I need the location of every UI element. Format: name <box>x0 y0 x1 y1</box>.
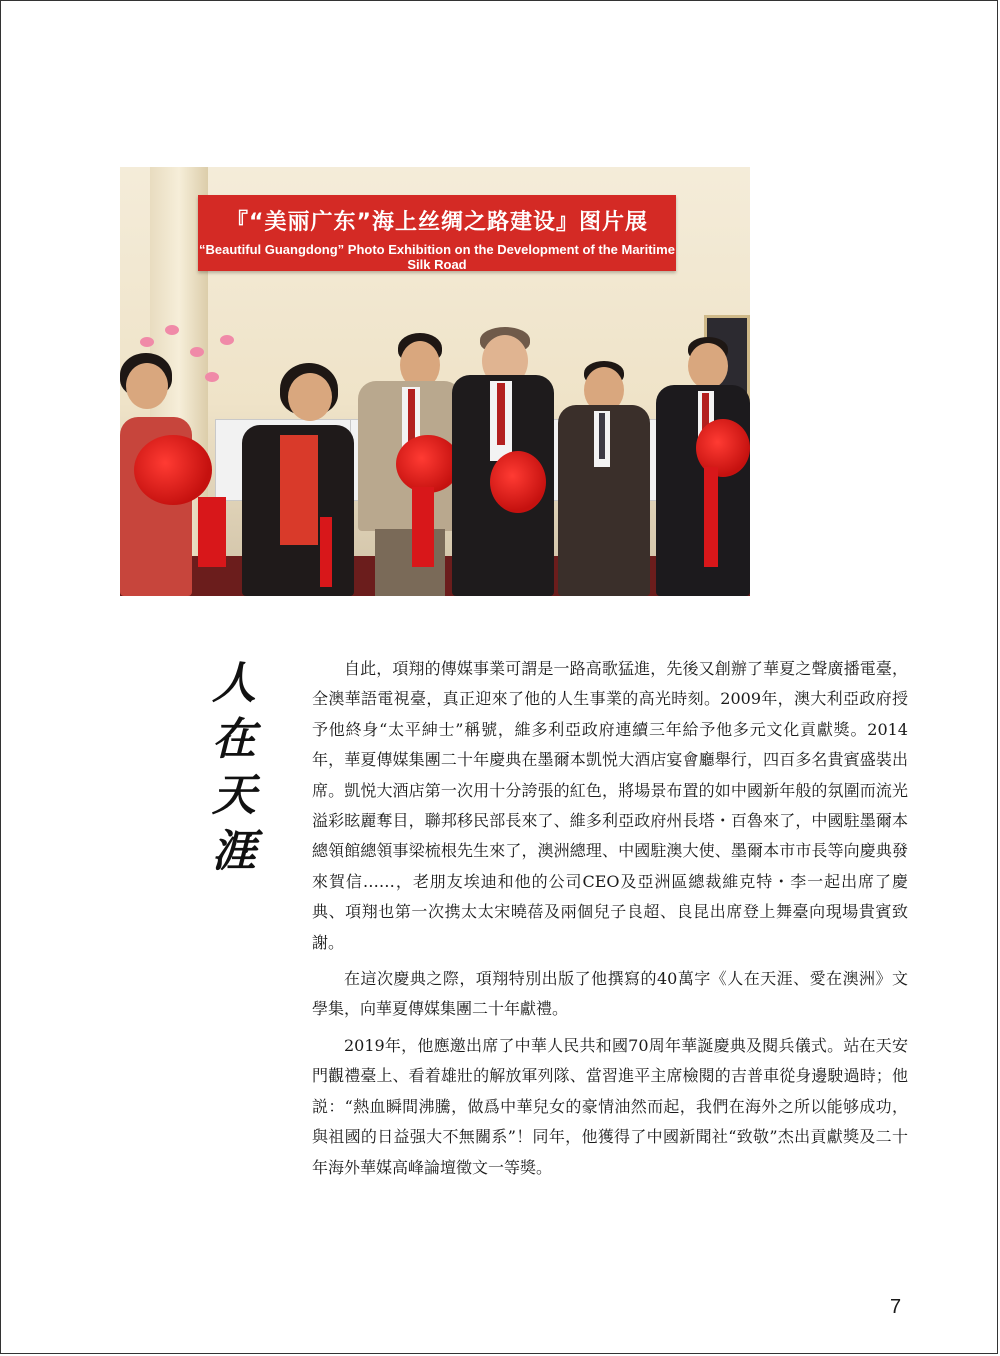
ribbon-tail <box>198 497 226 567</box>
title-char: 天 <box>212 770 256 821</box>
banner-english-text: “Beautiful Guangdong” Photo Exhibition on the Development of the Maritime Silk Road <box>199 242 675 272</box>
paragraph: 在這次慶典之際，項翔特別出版了他撰寫的40萬字《人在天涯、愛在澳洲》文學集，向華夏傳媒集團二十年獻禮。 <box>312 969 908 1019</box>
title-char: 涯 <box>212 826 256 877</box>
ribbon-flower <box>134 435 212 505</box>
ribbon-flower <box>490 451 546 513</box>
page-number: 7 <box>890 1296 902 1318</box>
ribbon-tail <box>412 487 434 567</box>
article-body <box>312 654 908 1189</box>
ribbon-flower <box>396 435 460 493</box>
exhibition-banner <box>198 195 676 271</box>
title-char: 在 <box>212 714 256 765</box>
paragraph: 自此，項翔的傳媒事業可謂是一路高歌猛進，先後又創辦了華夏之聲廣播電臺，全澳華語電視臺，真正迎來了他的人生事業的高光時刻。2009年，澳大利亞政府授予他終身“太平紳士”稱號，維多利亞政府連續三年給予他多元文化貢獻獎。2014年，華夏傳媒集團二十年慶典在墨爾本凱悦大酒店宴會廳舉行，四百多名貴賓盛裝出席。凱悦大酒店第一次用十分誇張的紅色，將場景布置的如中國新年般的氛圍而流光溢彩眩麗奪目，聯邦移民部長來了、維多利亞政府州長塔・百魯來了，中國駐墨爾本總領館總領事梁梳根先生來了，澳洲總理、中國駐澳大使、墨爾本市市長等向慶典發來賀信……，老朋友埃迪和他的公司CEO及亞洲區總裁維克特・李一起出席了慶典、項翔也第一次携太太宋曉蓓及兩個兒子良超、良昆出席登上舞臺向現場貴賓致謝。 <box>312 659 908 952</box>
banner-chinese-text: 『“美丽广东”海上丝绸之路建设』图片展 <box>226 210 648 235</box>
paragraph: 2019年，他應邀出席了中華人民共和國70周年華誕慶典及閱兵儀式。站在天安門觀禮臺上、看着雄壯的解放軍列隊、當習進平主席檢閱的吉普車從身邊駛過時；他説：“熱血瞬間沸騰，做爲中華兒女的豪情油然而起，我們在海外之所以能够成功，與祖國的日益强大不無關系”！同年，他獲得了中國新聞社“致敬”杰出貢獻獎及二十年海外華媒高峰論壇徵文一等獎。 <box>312 1035 908 1177</box>
vertical-title <box>206 656 262 880</box>
ribbon-tail <box>320 517 332 587</box>
title-char: 人 <box>212 658 256 709</box>
ribbon-tail <box>704 467 718 567</box>
ribbon-cutting-photo <box>120 167 750 596</box>
